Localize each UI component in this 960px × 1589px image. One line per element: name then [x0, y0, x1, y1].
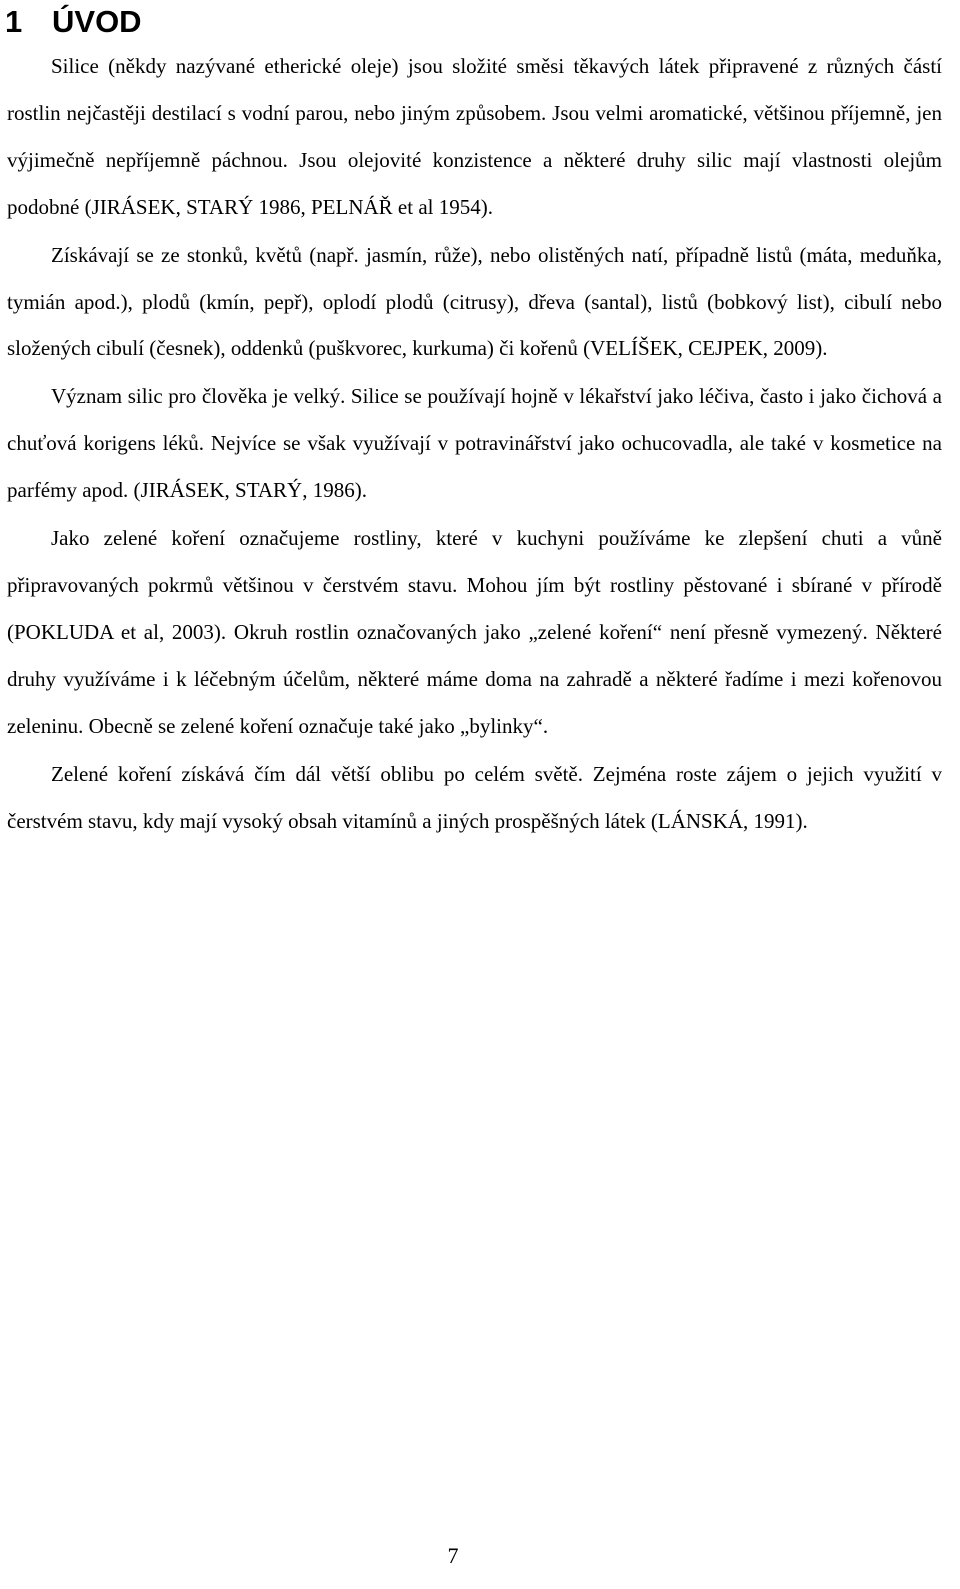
chapter-title: ÚVOD	[52, 4, 142, 39]
paragraph-essential-oils-definition: Silice (někdy nazývané etherické oleje) jsou složité směsi těkavých látek připravené z různých částí rostlin nejčastěji destilací s vodní parou, nebo jiným způsobem. Jsou velmi aromatické, většinou příjemně, jen výjimečně nepříjemně páchnou. Jsou olejovité konzistence a některé druhy silic mají vlastnosti olejům podobné (JIRÁSEK, STARÝ 1986, PELNÁŘ et al 1954).	[7, 54, 942, 219]
page-number: 7	[447, 1543, 459, 1568]
body-text	[7, 43, 942, 844]
paragraph-green-spices: Jako zelené koření označujeme rostliny, které v kuchyni používáme ke zlepšení chuti a vůně připravovaných pokrmů většinou v čerstvém stavu. Mohou jím být rostliny pěstované i sbírané v přírodě (POKLUDA et al, 2003). Okruh rostlin označovaných jako „zelené koření“ není přesně vymezený. Některé druhy využíváme i k léčebným účelům, některé máme doma na zahradě a některé řadíme i mezi kořenovou zeleninu. Obecně se zelené koření označuje také jako „bylinky“.	[7, 526, 942, 738]
paragraph-popularity: Zelené koření získává čím dál větší oblibu po celém světě. Zejména roste zájem o jejich využití v čerstvém stavu, kdy mají vysoký obsah vitamínů a jiných prospěšných látek (LÁNSKÁ, 1991).	[7, 761, 942, 833]
paragraph-sources: Získávají se ze stonků, květů (např. jasmín, růže), nebo olistěných natí, případně listů (máta, meduňka, tymián apod.), plodů (kmín, pepř), oplodí plodů (citrusy), dřeva (santal), listů (bobkový list), cibulí nebo složených cibulí (česnek), oddenků (puškvorec, kurkuma) či kořenů (VELÍŠEK, CEJPEK, 2009).	[7, 242, 942, 361]
chapter-number: 1	[5, 4, 23, 39]
paragraph-importance: Význam silic pro člověka je velký. Silice se používají hojně v lékařství jako léčiva, často i jako čichová a chuťová korigens léků. Nejvíce se však využívají v potravinářství jako ochucovadla, ale také v kosmetice na parfémy apod. (JIRÁSEK, STARÝ, 1986).	[7, 384, 942, 503]
chapter-heading	[5, 2, 142, 42]
